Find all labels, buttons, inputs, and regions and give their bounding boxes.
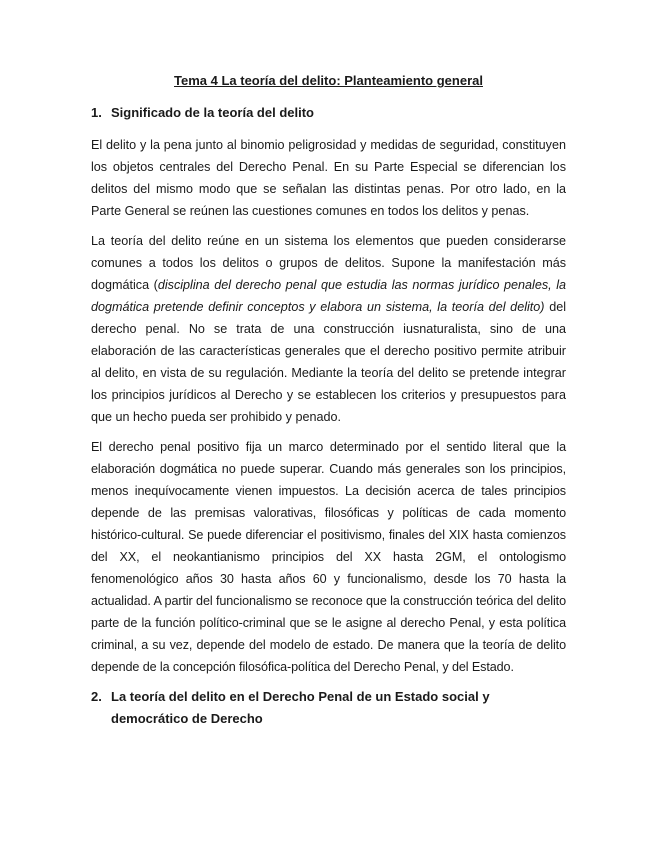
paragraph-2-italic-definition: disciplina del derecho penal que estudia las normas jurídico penales, la dogmática pretende definir conceptos y elabora un sistema, la teoría del delito) — [91, 278, 566, 314]
paragraph-2-text-start: La teoría del delito reúne en un sistema los elementos que pueden considerarse comunes a todos los delitos o grupos de delitos. Supone la manifestación más dogmática ( — [91, 234, 566, 292]
paragraph-2 — [91, 230, 566, 428]
section-2-title: La teoría del delito en el Derecho Penal de un Estado social y democrático de Derecho — [111, 689, 490, 726]
section-1-title: Significado de la teoría del delito — [111, 105, 314, 120]
section-1-heading — [91, 102, 566, 124]
paragraph-2-text-end: del derecho penal. No se trata de una construcción iusnaturalista, sino de una elaboración de las características generales que el derecho positivo permite atribuir al delito, en vista de su regulación. Mediante la teoría del delito se pretende integrar los principios jurídicos al Derecho y se establecen los criterios y presupuestos para que un hecho pueda ser prohibido y penado. — [91, 300, 567, 424]
section-2-number: 2. — [91, 689, 102, 704]
document-title: Tema 4 La teoría del delito: Planteamiento general — [174, 73, 483, 88]
paragraph-1: El delito y la pena junto al binomio peligrosidad y medidas de seguridad, constituyen los objetos centrales del Derecho Penal. En su Parte Especial se diferencian los delitos del mismo modo que se señalan las distintas penas. Por otro lado, en la Parte General se reúnen las cuestiones comunes en todos los delitos y penas. — [91, 138, 566, 218]
paragraph-3: El derecho penal positivo fija un marco determinado por el sentido literal que la elaboración dogmática no puede superar. Cuando más generales son los principios, menos inequívocamente vienen impuestos. La decisión acerca de tales principios depende de las premisas valorativas, filosóficas y políticas de cada momento histórico-cultural. Se puede diferenciar el positivismo, finales del XIX hasta comienzos del XX, el neokantianismo principios del XX hasta 2GM, el ontologismo fenomenológico años 30 hasta años 60 y funcionalismo, desde los 70 hasta la actualidad. A partir del funcionalismo se reconoce que la construcción teórica del delito parte de la función político-criminal que se le asigne al derecho Penal, y esta política criminal, a su vez, depende del modelo de estado. De manera que la teoría de delito depende de la concepción filosófica-política del Derecho Penal, y del Estado. — [91, 440, 566, 674]
section-2-heading — [91, 686, 566, 730]
section-1-number: 1. — [91, 105, 102, 120]
